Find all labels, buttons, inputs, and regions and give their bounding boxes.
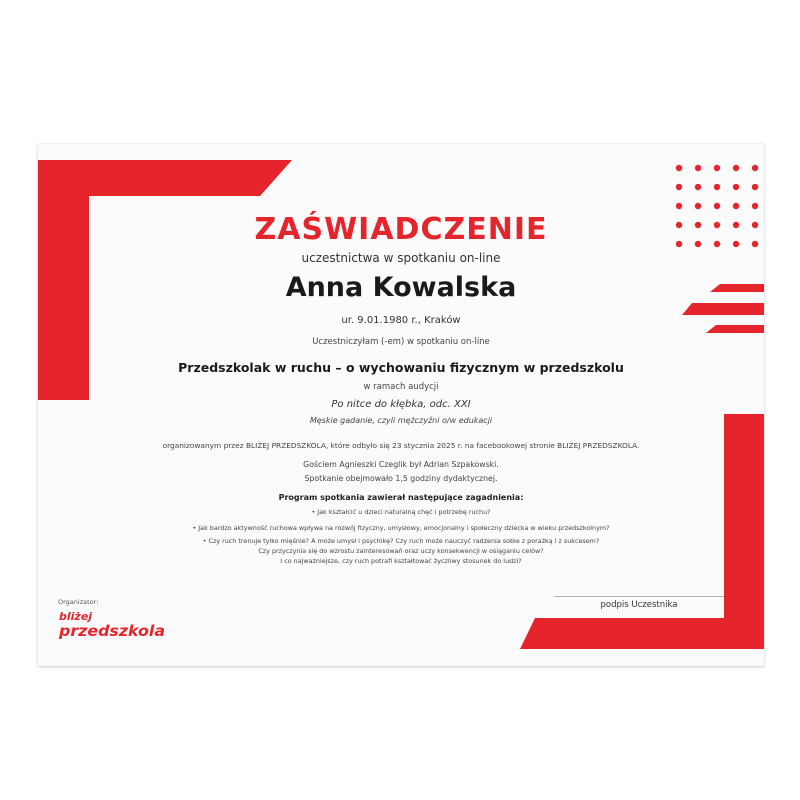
- participant-name: Anna Kowalska: [285, 272, 517, 303]
- program-question: • Czy ruch trenuje tylko mięśnie? A może umysł i psychikę? Czy ruch może nauczyć radzenia sobie z porażką i z sukcesem?: [202, 537, 600, 545]
- program-question: • Jak bardzo aktywność ruchowa wpływa na rozwój fizyczny, umysłowy, emocjonalny i społeczny dziecka w wieku przedszkolnym?: [192, 524, 610, 532]
- organizer-label: Organizator:: [58, 598, 99, 606]
- certificate-title: ZAŚWIADCZENIE: [254, 212, 548, 247]
- intro-text: Uczestniczyłam (-em) w spotkaniu on-line: [312, 337, 490, 347]
- certificate-subtitle: uczestnictwa w spotkaniu on-line: [301, 251, 501, 265]
- certificate: [38, 144, 764, 666]
- organizer-logo: [58, 607, 168, 641]
- series-title: Po nitce do kłębka, odc. XXI: [331, 399, 471, 410]
- within-text: w ramach audycji: [363, 382, 439, 392]
- program-question: Czy przyczynia się do wzrostu zainteresowań oraz uczy konsekwencji w osiąganiu celów?: [258, 547, 544, 555]
- logo-text-top: bliżej: [59, 610, 93, 623]
- signature-label: podpis Uczestnika: [600, 600, 678, 610]
- logo-text-bottom: przedszkola: [58, 622, 165, 640]
- program-question: I co najważniejsze, czy ruch potrafi kształtować życzliwy stosunek do ludzi?: [280, 557, 522, 565]
- program-question: • Jak kształcić u dzieci naturalną chęć i potrzebę ruchu?: [311, 508, 491, 516]
- duration-text: Spotkanie obejmowało 1,5 godziny dydaktycznej.: [304, 474, 498, 483]
- program-heading: Program spotkania zawierał następujące zagadnienia:: [278, 493, 524, 502]
- guest-text: Gościem Agnieszki Czeglik był Adrian Szpakowski.: [303, 460, 499, 469]
- birth-info: ur. 9.01.1980 r., Kraków: [341, 315, 461, 326]
- series-subtitle: Męskie gadanie, czyli mężczyźni o/w edukacji: [309, 416, 493, 425]
- signature-line: [554, 596, 724, 597]
- meeting-topic: Przedszkolak w ruchu – o wychowaniu fizycznym w przedszkolu: [178, 360, 624, 375]
- organized-text: organizowanym przez BLIŻEJ PRZEDSZKOLA, które odbyło się 23 stycznia 2025 r. na facebookowej stronie BLIŻEJ PRZEDSZKOLA.: [162, 441, 640, 450]
